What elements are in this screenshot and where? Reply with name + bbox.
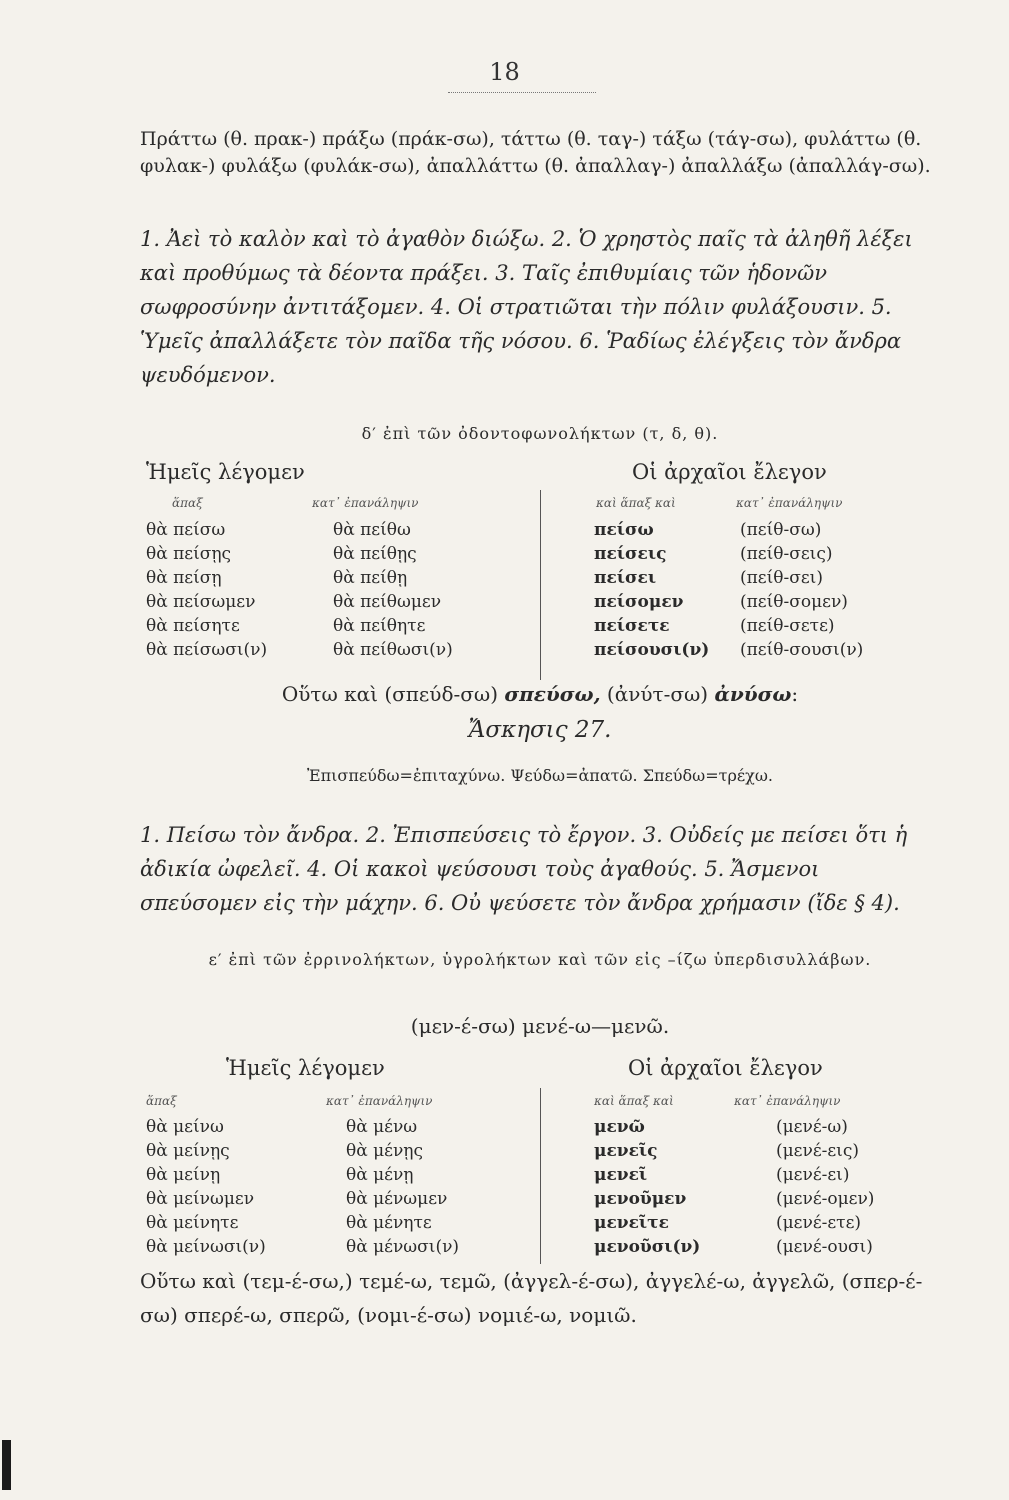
section-d-sub-hapax: ἅπαξ — [172, 496, 203, 510]
d-col4-row: (πείθ-σει) — [740, 568, 823, 588]
section-d-right-title: Οἱ ἀρχαῖοι ἔλεγον — [632, 460, 827, 484]
d-col1-row: θὰ πείσῃς — [146, 544, 232, 564]
glossary-line: Ἐπισπεύδω=ἐπιταχύνω. Ψεύδω=ἀπατῶ. Σπεύδω=τρέχω. — [306, 766, 773, 785]
e-col3-row: μενεῖ — [594, 1165, 648, 1185]
note-bold-form: ἀνύσω — [714, 682, 792, 706]
d-col4-row: (πείθ-σετε) — [740, 616, 835, 636]
d-col3-row: πείσω — [594, 520, 654, 540]
e-col4-row: (μενέ-ουσι) — [776, 1237, 873, 1257]
d-col1-row: θὰ πείσωσι(ν) — [146, 640, 268, 660]
note-text: (ἀνύτ-σω) — [606, 682, 709, 706]
section-d-column-divider — [540, 490, 541, 680]
section-e-right-title: Οἱ ἀρχαῖοι ἔλεγον — [628, 1056, 823, 1080]
note-bold-form: σπεύσω, — [504, 682, 601, 706]
d-col4-row: (πείθ-σω) — [740, 520, 822, 540]
d-col2-row: θὰ πείθῃς — [333, 544, 417, 564]
d-col3-row: πείσει — [594, 568, 657, 588]
page-number: 18 — [489, 58, 520, 86]
e-col2-row: θὰ μένῃ — [346, 1165, 414, 1185]
section-e-sub-repeat: κατ᾽ ἐπανάληψιν — [326, 1094, 433, 1108]
e-col1-row: θὰ μείνωσι(ν) — [146, 1237, 266, 1257]
e-col3-row: μενεῖτε — [594, 1213, 669, 1233]
e-col1-row: θὰ μείνῃ — [146, 1165, 221, 1185]
note-end: : — [791, 682, 799, 706]
section-d-heading: δ′ ἐπὶ τῶν ὀδοντοφωνολήκτων (τ, δ, θ). — [361, 424, 719, 443]
d-col3-row: πείσεις — [594, 544, 667, 564]
e-col3-row: μενοῦσι(ν) — [594, 1237, 701, 1257]
section-e-formula: (μεν-έ-σω) μενέ-ω—μενῶ. — [410, 1014, 670, 1038]
section-d-sub-right-a: καὶ ἅπαξ καὶ — [596, 496, 676, 510]
d-col2-row: θὰ πείθῃ — [333, 568, 408, 588]
section-e-heading: ε′ ἐπὶ τῶν ἐρρινολήκτων, ὑγρολήκτων καὶ τῶν εἰς –ίζω ὑπερδισυλλάβων. — [208, 950, 872, 969]
e-col2-row: θὰ μένω — [346, 1117, 418, 1137]
d-col4-row: (πείθ-σομεν) — [740, 592, 848, 612]
d-col3-row: πείσουσι(ν) — [594, 640, 710, 660]
e-col2-row: θὰ μένωμεν — [346, 1189, 448, 1209]
section-e-sub-hapax: ἅπαξ — [146, 1094, 177, 1108]
section-d-left-title: Ἡμεῖς λέγομεν — [146, 460, 305, 484]
e-col4-row: (μενέ-ομεν) — [776, 1189, 875, 1209]
e-col3-row: μενεῖς — [594, 1141, 658, 1161]
section-d-note — [140, 682, 940, 706]
e-col3-row: μενῶ — [594, 1117, 645, 1137]
section-e-footer: Οὕτω καὶ (τεμ-έ-σω,) τεμέ-ω, τεμῶ, (ἀγγελ-έ-σω), ἀγγελέ-ω, ἀγγελῶ, (σπερ-έ-σω) σπερέ-ω, σπερῶ, (νομι-έ-σω) νομιέ-ω, νομιῶ. — [140, 1269, 923, 1327]
e-col3-row: μενοῦμεν — [594, 1189, 687, 1209]
e-col2-row: θὰ μένωσι(ν) — [346, 1237, 460, 1257]
e-col1-row: θὰ μείνῃς — [146, 1141, 230, 1161]
exercise-27-sentences: 1. Πείσω τὸν ἄνδρα. 2. Ἐπισπεύσεις τὸ ἔργον. 3. Οὐδείς με πείσει ὅτι ἡ ἀδικία ὠφελεῖ. 4. Οἱ κακοὶ ψεύσουσι τοὺς ἀγαθούς. 5. Ἄσμενοι σπεύσομεν εἰς τὴν μάχην. 6. Οὐ ψεύσετε τὸν ἄνδρα χρήμασιν (ἴδε § 4). — [140, 823, 908, 915]
section-e-column-divider — [540, 1088, 541, 1264]
d-col1-row: θὰ πείσῃ — [146, 568, 222, 588]
intro-paragraph: Πράττω (θ. πρακ-) πράξω (πράκ-σω), τάττω (θ. ταγ-) τάξω (τάγ-σω), φυλάττω (θ. φυλακ-) φυλάξω (φυλάκ-σω), ἀπαλλάττω (θ. ἀπαλλαγ-) ἀπαλλάξω (ἀπαλλάγ-σω). — [140, 128, 931, 177]
e-col1-row: θὰ μείνητε — [146, 1213, 239, 1233]
e-col4-row: (μενέ-εις) — [776, 1141, 859, 1161]
e-col2-row: θὰ μένητε — [346, 1213, 432, 1233]
page-number-rule — [448, 92, 596, 93]
d-col1-row: θὰ πείσω — [146, 520, 226, 540]
d-col2-row: θὰ πείθω — [333, 520, 411, 540]
d-col1-row: θὰ πείσωμεν — [146, 592, 256, 612]
note-text: Οὕτω καὶ (σπεύδ-σω) — [281, 682, 498, 706]
e-col2-row: θὰ μένῃς — [346, 1141, 424, 1161]
d-col2-row: θὰ πείθωσι(ν) — [333, 640, 453, 660]
exercise-title: Ἄσκησις 27. — [468, 717, 612, 743]
section-e-sub-right-b: κατ᾽ ἐπανάληψιν — [734, 1094, 841, 1108]
section-d-sub-right-b: κατ᾽ ἐπανάληψιν — [736, 496, 843, 510]
e-col4-row: (μενέ-ω) — [776, 1117, 848, 1137]
e-col1-row: θὰ μείνωμεν — [146, 1189, 255, 1209]
e-col4-row: (μενέ-ει) — [776, 1165, 850, 1185]
d-col2-row: θὰ πείθητε — [333, 616, 426, 636]
scan-edge-mark — [2, 1440, 11, 1490]
section-d-sub-repeat: κατ᾽ ἐπανάληψιν — [312, 496, 419, 510]
exercise-sentences: 1. Ἀεὶ τὸ καλὸν καὶ τὸ ἀγαθὸν διώξω. 2. Ὁ χρηστὸς παῖς τὰ ἀληθῆ λέξει καὶ προθύμως τὰ δέοντα πράξει. 3. Ταῖς ἐπιθυμίαις τῶν ἡδονῶν σωφροσύνην ἀντιτάξομεν. 4. Οἱ στρατιῶται τὴν πόλιν φυλάξουσιν. 5. Ὑμεῖς ἀπαλλάξετε τὸν παῖδα τῆς νόσου. 6. Ῥαδίως ἐλέγξεις τὸν ἄνδρα ψευδόμενον. — [140, 227, 913, 387]
section-e-left-title: Ἡμεῖς λέγομεν — [226, 1056, 385, 1080]
e-col4-row: (μενέ-ετε) — [776, 1213, 862, 1233]
d-col3-row: πείσετε — [594, 616, 670, 636]
e-col1-row: θὰ μείνω — [146, 1117, 224, 1137]
d-col4-row: (πείθ-σεις) — [740, 544, 833, 564]
section-e-sub-right-a: καὶ ἅπαξ καὶ — [594, 1094, 674, 1108]
d-col1-row: θὰ πείσητε — [146, 616, 240, 636]
d-col2-row: θὰ πείθωμεν — [333, 592, 442, 612]
d-col4-row: (πείθ-σουσι(ν) — [740, 640, 864, 660]
d-col3-row: πείσομεν — [594, 592, 684, 612]
